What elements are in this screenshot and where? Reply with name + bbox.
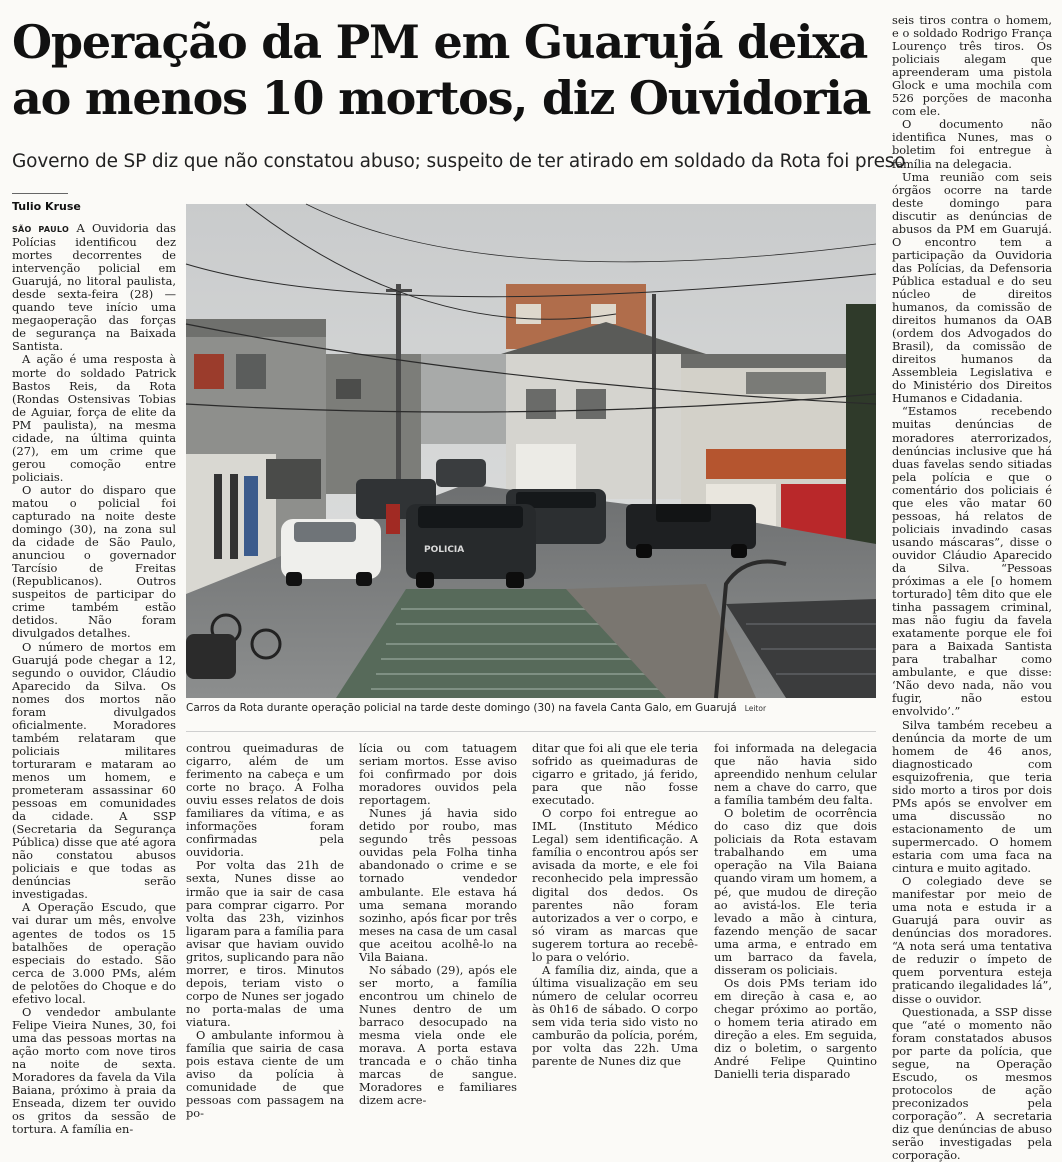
article-paragraph: Questionada, a SSP disse que “até o momento não foram constatados abusos por parte da polícia, que segue, na Operação Escudo, os mesmos protocolos de ação preconizados pela corporação”. A secretaria diz que denúncias de abuso serão investigadas pela corporação.: [892, 1004, 1052, 1162]
car-door-text: POLICIA: [424, 545, 465, 555]
article-paragraph: O documento não identifica Nunes, mas o boletim foi entregue à família na delegacia.: [892, 117, 1052, 171]
headline-line-2: ao menos 10 mortos, diz Ouvidoria: [12, 71, 871, 125]
byline: Tulio Kruse: [12, 200, 81, 213]
article-paragraph: lícia ou com tatuagem seriam mortos. Esse aviso foi confirmado por dois moradores ouvidos pela reportagem.: [359, 741, 517, 808]
article-paragraph: Uma reunião com seis órgãos ocorre na tarde deste domingo para discutir as denúncias de abusos da PM em Guarujá. O encontro tem a participação da Ouvidoria das Polícias, da Defensoria Pública estadual e do seu núcleo de direitos humanos, da comissão de direitos humanos da OAB (ordem dos Advogados do Brasil), da comissão de direitos humanos da Assembleia Legislativa e do Ministério dos Direitos Humanos e Cidadania.: [892, 169, 1052, 406]
article-paragraph: “Estamos recebendo muitas denúncias de moradores aterrorizados, denúncias inclusive que há duas favelas sendo sitiadas pela polícia e que o comentário dos policiais é que eles vão matar 60 pessoas, há relatos de policiais invadindo casas usando máscaras”, disse o ouvidor Cláudio Aparecido da Silva. “Pessoas próximas a ele [o homem torturado] têm dito que ele tinha passagem criminal, mas não fugiu da favela exatamente porque ele foi para a Baixada Santista para trabalhar como ambulante, e que disse: ‘Não devo nada, não vou fugir, não estou envolvido’.”: [892, 404, 1052, 719]
article-paragraph: O boletim de ocorrência do caso diz que dois policiais da Rota estavam trabalhando em uma operação na Vila Baiana quando viram um homem, a pé, que mudou de direção ao avistá-los. Ele teria levado a mão à cintura, fazendo menção de sacar uma arma, e entrado em um barraco da favela, disseram os policiais.: [714, 806, 877, 977]
caption-divider: [186, 731, 876, 732]
article-paragraph: O colegiado deve se manifestar por meio de uma nota e estuda ir a Guarujá para ouvir as denúncias dos moradores. “A nota será uma tentativa de reduzir o ímpeto de quem porventura esteja praticando ilegalidades lá”, disse o ouvidor.: [892, 874, 1052, 1006]
article-paragraph: seis tiros contra o homem, e o soldado Rodrigo França Lourenço três tiros. Os policiais alegam que apreenderam uma pistola Glock e uma mochila com 526 porções de maconha com ele.: [892, 13, 1052, 119]
photo-caption: [186, 702, 876, 715]
article-paragraph: Nunes já havia sido detido por roubo, mas segundo três pessoas ouvidas pela Folha tinha abandonado o crime e se tornado vendedor ambulante. Ele estava há uma semana morando sozinho, após ficar por três meses na casa de um casal que aceitou acolhê-lo na Vila Baiana.: [359, 806, 517, 964]
article-paragraph: O vendedor ambulante Felipe Vieira Nunes, 30, foi uma das pessoas mortas na ação morto com nove tiros na noite de sexta. Moradores da favela da Vila Baiana, próximo à praia da Enseada, dizem ter ouvido os gritos da sessão de tortura. A família en-: [12, 1004, 176, 1137]
article-paragraph: ditar que foi ali que ele teria sofrido as queimaduras de cigarro e gritado, já ferido, para que não fosse executado.: [532, 741, 698, 808]
article-column-4: [532, 741, 698, 1069]
headline-line-1: Operação da PM em Guarujá deixa: [12, 15, 868, 69]
article-paragraph: No sábado (29), após ele ser morto, a família encontrou um chinelo de Nunes dentro de um barraco desocupado na mesma viela onde ele morava. A porta estava trancada e o chão tinha marcas de sangue. Moradores e familiares dizem acre-: [359, 962, 517, 1108]
article-paragraph: O autor do disparo que matou o policial foi capturado na noite deste domingo (30), na zona sul da cidade de São Paulo, anunciou o governador Tarcísio de Freitas (Republicanos). Outros suspeitos de participar do crime também estão detidos. Não foram divulgados detalhes.: [12, 482, 176, 641]
article-paragraph: Por volta das 21h de sexta, Nunes disse ao irmão que ia sair de casa para comprar cigarro. Por volta das 23h, vizinhos ligaram para a família para avisar que haviam ouvido gritos, suplicando para não morrer, e tiros. Minutos depois, teriam visto o corpo de Nunes ser jogado no porta-malas de uma viatura.: [186, 858, 344, 1029]
article-paragraph: Silva também recebeu a denúncia da morte de um homem de 46 anos, diagnosticado com esquizofrenia, que teria sido morto a tiros por dois PMs após se envolver em uma discussão no estacionamento de um supermercado. O homem estaria com uma faca na cintura e muito agitado.: [892, 717, 1052, 876]
news-photo: [186, 204, 876, 698]
article-paragraph: O corpo foi entregue ao IML (Instituto Médico Legal) sem identificação. A família o encontrou após ser avisada da morte, e ele foi reconhecido pela impressão digital dos dedos. Os parentes não foram autorizados a ver o corpo, e só viram as marcas que sugerem tortura ao recebê-lo para o velório.: [532, 806, 698, 964]
article-paragraph: A ação é uma resposta à morte do soldado Patrick Bastos Reis, da Rota (Rondas Ostensivas Tobias de Aguiar, força de elite da PM paulista), na mesma cidade, na última quinta (27), em um crime que gerou comoção entre policiais.: [12, 352, 176, 484]
article-column-6: [892, 13, 1052, 1162]
photo-credit: Leitor: [744, 704, 767, 713]
article-paragraph: foi informada na delegacia que não havia sido apreendido nenhum celular nem a chave do carro, que a família também deu falta.: [714, 741, 877, 808]
article-column-1: [12, 221, 176, 1137]
article-paragraph: O ambulante informou à família que sairia de casa pois estava ciente de um aviso da polícia à comunidade de que pessoas com passagem na po-: [186, 1028, 344, 1121]
article-paragraph: controu queimaduras de cigarro, além de um ferimento na cabeça e um corte no braço. A Folha ouviu esses relatos de dois familiares da vítima, e as informações foram confirmadas pela ouvidoria.: [186, 741, 344, 860]
article-paragraph: O número de mortos em Guarujá pode chegar a 12, segundo o ouvidor, Cláudio Aparecido da Silva. Os nomes dos mortos não foram divulgados oficialmente. Moradores também relataram que policiais militares torturaram e mataram ao menos um homem, e prometeram assassinar 60 pessoas em comunidades da cidade. A SSP (Secretaria da Segurança Pública) disse que até agora não constatou abusos policiais e que todas as denúncias serão investigadas.: [12, 639, 176, 902]
byline-rule: [12, 193, 68, 194]
subheadline: Governo de SP diz que não constatou abuso; suspeito de ter atirado em soldado da Rota foi preso: [12, 151, 906, 172]
dateline: SÃO PAULO: [12, 225, 70, 234]
headline: [12, 14, 872, 126]
article-paragraph: A Operação Escudo, que vai durar um mês, envolve agentes de todos os 15 batalhões de operação especiais do estado. São cerca de 3.000 PMs, além de pelotões do Choque e do efetivo local.: [12, 900, 176, 1006]
article-paragraph: SÃO PAULO A Ouvidoria das Polícias identificou dez mortes decorrentes de intervenção policial em Guarujá, no litoral paulista, desde sexta-feira (28) —quando teve início uma megaoperação das forças de segurança na Baixada Santista.: [12, 221, 176, 354]
article-column-3: [359, 741, 517, 1108]
article-column-2: [186, 741, 344, 1121]
article-paragraph: Os dois PMs teriam ido em direção à casa e, ao chegar próximo ao portão, o homem teria atirado em direção a eles. Em seguida, diz o boletim, o sargento André Felipe Quintino Danielli teria disparado: [714, 975, 877, 1082]
caption-text: Carros da Rota durante operação policial na tarde deste domingo (30) na favela Canta Galo, em Guarujá: [186, 702, 737, 714]
article-column-5: [714, 741, 877, 1082]
article-paragraph: A família diz, ainda, que a última visualização em seu número de celular ocorreu às 0h16 de sábado. O corpo sem vida teria sido visto no camburão da polícia, porém, por volta das 22h. Uma parente de Nunes diz que: [532, 962, 698, 1069]
